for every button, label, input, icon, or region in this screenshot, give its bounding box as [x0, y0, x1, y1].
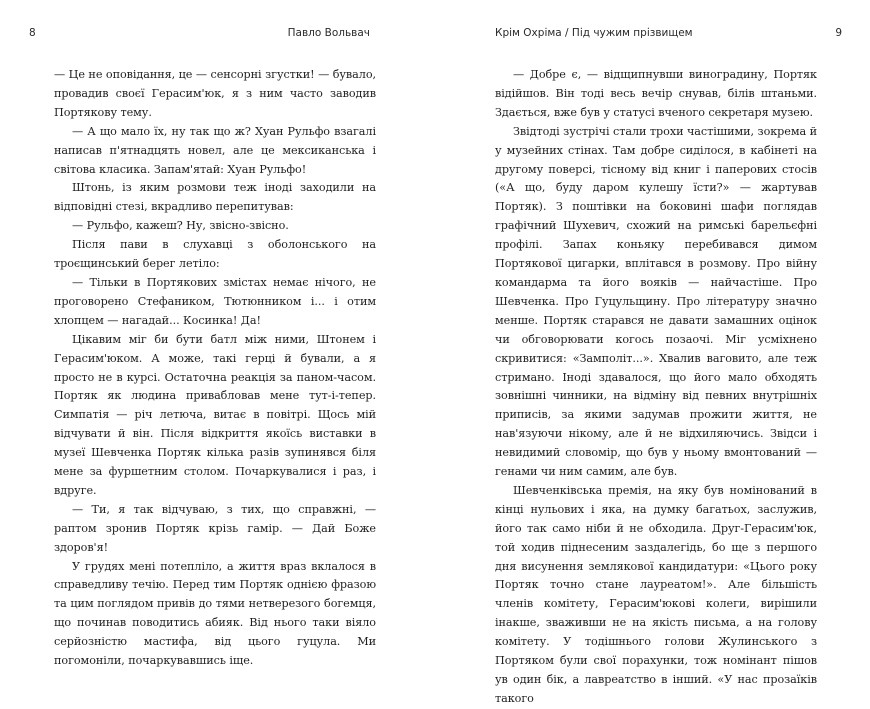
paragraph: — Добре є, — відщипнувши виноградину, Портяк відійшов. Він тоді весь вечір снував, білів штаньми. Здається, вже був у статусі вченого секретаря музею. — [495, 68, 817, 119]
left-page — [0, 0, 435, 668]
right-page-body — [495, 66, 817, 709]
paragraph: — А що мало їх, ну так що ж? Хуан Рульфо взагалі написав п'ятнадцять новел, але це мексиканська і світова класика. Запам'ятай: Хуан Рульфо! — [54, 124, 376, 176]
paragraph: Звідтоді зустрічі стали трохи частішими, зокрема й у музейних стінах. Там добре сиділося, в кабінеті на другому поверсі, тісному від книг і паперових стосів («А що, буду даром кулешу їсти?» — жартував Портяк). З поштівки на боковині шафи поглядав графічний Шухевич, схожий на римські барельєфні профілі. Запах коньяку перебивався димом Портякової цигарки, вплітався в розмову. Про війну командарма та його вояків — найчастіше. Про Шевченка. Про Гуцульщину. Про літературу значно менше. Портяк старався не давати замашних оцінок чи обговорювати когось позаочі. Міг усміхнено скривитися: «Замполіт...». Хвалив ваговито, але теж стримано. Іноді здавалося, що його мало обходять зовнішні чинники, на відміну від певних внутрішніх приписів, за якими задумав прожити життя, не нав'язуючи нікому, але й не відхиляючись. Звідси і невидимий словомір, що був у ньому вмонтований — генами чи ним самим, але був. — [495, 124, 817, 479]
paragraph: — Ти, я так відчуваю, з тих, що справжні, — раптом зронив Портяк крізь гамір. — Дай Боже здоров'я! — [54, 502, 376, 554]
right-page-number: 9 — [835, 27, 842, 39]
left-page-body — [54, 66, 376, 671]
paragraph: Цікавим міг би бути батл між ними, Штонем і Герасим'юком. А може, такі герці й бували, а я просто не в курсі. Остаточна реакція за паном-часом. Портяк як людина привабловав мене тут-і-тепер. Симпатія — річ летюча, витає в повітрі. Щось мій відчувати й він. Після відкриття якоїсь виставки в музеї Шевченка Портяк кілька разів зупинявся біля мене за фуршетним столом. Почаркувалися і раз, і вдруге. — [54, 332, 376, 497]
paragraph: — Тільки в Портякових змістах немає нічого, не проговорено Стефаником, Тютюнником і... і отим хлопцем — нагадай... Косинка! Да! — [54, 275, 376, 327]
running-head-author: Павло Вольвач — [287, 27, 370, 39]
paragraph: У грудях мені потепліло, а життя враз вклалося в справедливу течію. Перед тим Портяк однією фразою та цим поглядом привів до тями нетверезого богемця, що починав поводитись абияк. Від нього таки віяло серйозністю мастифа, від цього гуцула. Ми погомоніли, почаркувавшись іще. — [54, 559, 376, 668]
paragraph: — Це не оповідання, це — сенсорні згустки! — бувало, провадив своєї Герасим'юк, я з ним часто заводив Портякову тему. — [54, 68, 376, 119]
paragraph: Після пави в слухавці з оболонського на троєщинський берег летіло: — [54, 238, 376, 271]
right-page — [435, 0, 870, 705]
left-page-number: 8 — [29, 27, 36, 39]
running-head-chapter: Крім Охріма / Під чужим прізвищем — [495, 27, 693, 39]
paragraph: Штонь, із яким розмови теж іноді заходили на відповідні стезі, вкрадливо перепитував: — [54, 181, 376, 214]
paragraph: — Рульфо, кажеш? Ну, звісно-звісно. — [72, 219, 289, 233]
paragraph: Шевченківська премія, на яку був номінований в кінці нульових і яка, на думку багатьох, заслужив, його так само ніби й не обходила. Друг-Герасим'юк, той ходив піднесеним заздалегідь, бо ще з першого дня висунення землякової кандидатури: «Цього року Портяк точно стане лауреатом!». Але більшість членів комітету, Герасим'юкові колеги, вирішили інакше, зваживши не на якість письма, а на голову комітету. У тодішнього голови Жулинського з Портяком були свої порахунки, тож номінант пішов ув один бік, а лавреатство в інший. «У нас прозаїків такого — [495, 483, 817, 705]
